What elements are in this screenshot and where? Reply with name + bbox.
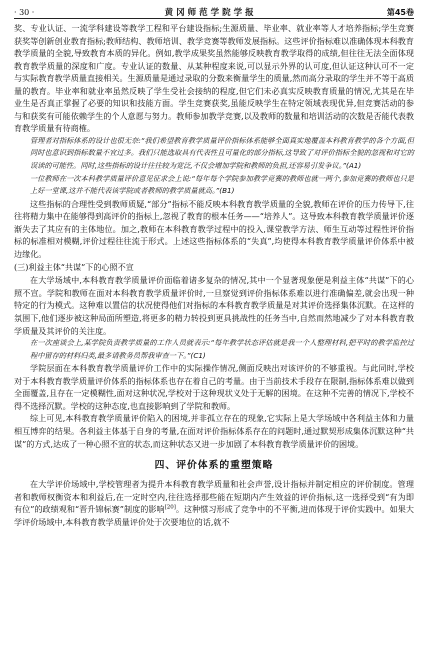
running-header [14, 6, 414, 19]
section-heading: 四、评价体系的重塑策略 [154, 460, 274, 472]
journal-title: 黄冈师范学院学报 [164, 8, 257, 18]
paragraph-text: 在大学评价场域中,学校管理者为提升本科教育教学质量和社会声誉,设计指标并制定相应的评价制度。管理者和教师权衡资本和利益后,在一定时空内,往往选择那些能在短期内产生效益的评价指标,这一选择受到“有为即有位”的政绩观和“晋升锦标赛”制度的影响 [14, 479, 414, 515]
volume-label: 第45卷 [386, 7, 414, 17]
interview-quote: 一位教师在一次本科教学质量评价意见征求会上说:“每年每个学院参加教学竞赛的教师也就一两个,参加竞赛的教师也只是上好一堂课,这并不能代表该学院或者教师的教学质量就高。”(B1) [30, 173, 414, 196]
subsection-heading: (三)利益主体“共谋”下的心照不宣 [14, 262, 134, 273]
body-paragraph: 综上可见,本科教育教学质量评价陷入的困境,并非孤立存在的现象,它实际上是大学场域中各利益主体和力量相互博弈的结果。各利益主体基于自身的考量,在面对评价指标体系存在的问题时,通过默契形成集体沉默这种“共谋”的方式,达成了一种心照不宣的状态,而这种状态又进一步加剧了本科教育教学质量评价的困境。 [14, 413, 414, 449]
body-paragraph: 奖、专业认证、一流学科建设等教学工程和平台建设指标;生源质量、毕业率、就业率等人才培养指标;学生竞赛获奖等创新创业教育指标;教师结构、教师培训、教学竞赛等教师发展指标。这些评价指标难以准确体现本科教育教学质量的全貌,导致教育本质的异化。例如,教学成果奖虽然能够反映教育教学取得的成绩,但往往无法全面体现教育教学质量的深度和广度。专业认证的数量、从某种程度来说,可以显示外界的认可度,但认证这种认可不一定与实际教育教学质量直接相关。生源质量是通过录取的分数来衡量学生的质量,然而高分录取的学生并不等于高质量的教育。毕业率和就业率虽然反映了学生受社会接纳的程度,但它们未必真实反映教育质量的情况,尤其是在毕业生是否真正掌握了必要的知识和技能方面。学生竞赛获奖,虽能反映学生在特定领域表现优异,但竞赛活动的参与和获奖有可能依赖学生的个人意愿与努力。教师参加教学竞赛,以及教师的数量和培训活动的次数是否能代表教育教学质量有待商榷。 [14, 23, 414, 134]
body-paragraph: 学院层面在本科教育教学质量评价工作中的实际操作情况,侧面反映出对该评价的不够重视。与此同时,学校对于本科教育教学质量评价体系的指标体系也存在着自己的考量。由于当前技术手段存在限制,指标体系难以做到全面覆盖,且存在一定模糊性,面对这种状况,学校对于这种现状义处于无解的困境。在这种不完善的情况下,学校不得不选择沉默。学校的这种态度,也直接影响到了学院和教师。 [14, 363, 414, 411]
article-body [14, 22, 414, 528]
body-paragraph: 在大学场域中,本科教育教学质量评价面临着诸多复杂的情况,其中一个显著现象便是利益主体“共谋”下的心照不宣。学院和教师在面对本科教育教学质量评价时,一旦察觉到评价指标体系难以进行准确偏差,就会出现一种特定的行为模式。这种难以置信的状况使得他们对指标的本科教育教学质量是对其评价选择集体沉默。在这样的氛围下,他们逐步被这种局面所塑造,将更多的精力转投到更具挑战性的任务当中,自然而然地减少了对本科教育教学质量及其评价的关注度。 [14, 275, 414, 336]
citation-marker: [20] [164, 504, 176, 511]
page-number: · 30 · [14, 7, 35, 17]
interview-quote: 管理者对指标体系的设计也很无奈:“我们希望教育教学质量评价指标体系能够全面真实地覆盖本科教育教学的各个方面,但同时也意识到指标数量不宜过多。我们只能选取具有代表性且可量化的部分指标,这导致了对评价指标全貌的忽视和对它的误读的可能性。同时,这些指标的设计往往较为宽泛,不仅会增加学院和教师的负担,还容易引发争议。”(A1) [30, 135, 414, 171]
interview-quote: 在一次座谈会上,某学院负责教学质量的工作人员就表示:“每年教学状态评估就是我一个人整理材料,把平时的教学监控过程中留存的材料归类,最多请教务员帮我审查一下。”(C1) [30, 338, 414, 360]
body-paragraph [14, 478, 414, 528]
paragraph-text-continued: 。这种惯习形成了竞争中的不平衡,进而体现于评价实践中。如果大学评价场域中,本科教育教学质量评价处于次要地位的话,就不 [14, 504, 415, 527]
body-paragraph: 这些指标的合理性受到教师质疑,“部分”指标不能反映本科教育教学质量的全貌,教师在评价的压力传导下,往往将精力集中在能够得到高评价的指标上,忽视了教育的根本任务——“培养人”。这导致本科教育教学质量评价逐渐失去了其应有的主体地位。加之,教师在本科教育教学过程中的投入,课堂教学方法、师生互动等过程性评价指标的标准相对模糊,评价过程往往流于形式。上述这些指标体系的“失真”,均使得本科教育教学质量评价体系中被边缘化。 [14, 198, 414, 259]
